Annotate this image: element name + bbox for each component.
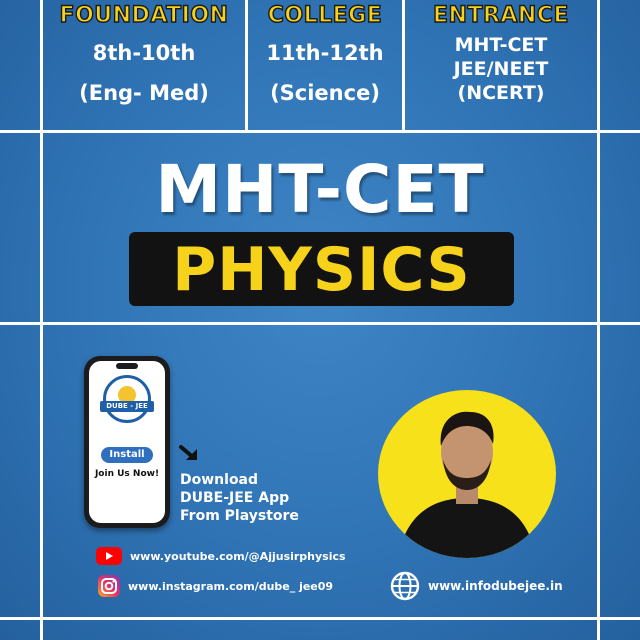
divider-line (0, 322, 640, 325)
college-stream: (Science) (270, 81, 380, 105)
youtube-icon (96, 547, 122, 565)
presenter-photo (378, 390, 556, 558)
join-us-text: Join Us Now! (94, 469, 160, 479)
youtube-link[interactable] (96, 545, 346, 567)
entrance-exam-3: (NCERT) (457, 82, 545, 104)
college-grades: 11th-12th (266, 41, 384, 65)
download-line-2: DUBE-JEE App (180, 490, 290, 506)
entrance-exam-1: MHT-CET (454, 34, 548, 56)
headline-subject: PHYSICS (172, 235, 471, 305)
foundation-title: FOUNDATION (59, 3, 229, 28)
college-title: COLLEGE (267, 3, 383, 28)
globe-icon (390, 571, 420, 601)
foundation-column (43, 0, 245, 107)
instagram-icon (98, 575, 120, 597)
instagram-link[interactable] (98, 575, 333, 597)
entrance-column (405, 0, 597, 105)
divider-line (0, 130, 640, 133)
logo-band: DUBE - JEE (100, 401, 154, 412)
entrance-title: ENTRANCE (433, 3, 569, 28)
download-line-1: Download (180, 472, 259, 488)
headline-exam: MHT-CET (155, 151, 485, 228)
download-instructions (180, 471, 299, 525)
entrance-exam-2: JEE/NEET (453, 58, 549, 80)
download-arrow-icon (177, 444, 203, 466)
divider-line (0, 617, 640, 620)
instagram-url: www.instagram.com/dube_ jee09 (128, 579, 334, 593)
install-button[interactable]: Install (101, 447, 153, 463)
phone-mockup (84, 356, 170, 528)
phone-notch (116, 363, 138, 369)
youtube-url: www.youtube.com/@Ajjusirphysics (130, 549, 346, 563)
foundation-medium: (Eng- Med) (79, 81, 209, 105)
phone-screen (89, 361, 165, 523)
download-line-3: From Playstore (180, 508, 299, 524)
website-link[interactable] (390, 571, 563, 601)
divider-line (597, 0, 600, 640)
dube-jee-logo (103, 375, 151, 423)
foundation-grades: 8th-10th (92, 41, 196, 65)
website-url: www.infodubejee.in (428, 579, 563, 593)
college-column (248, 0, 402, 107)
